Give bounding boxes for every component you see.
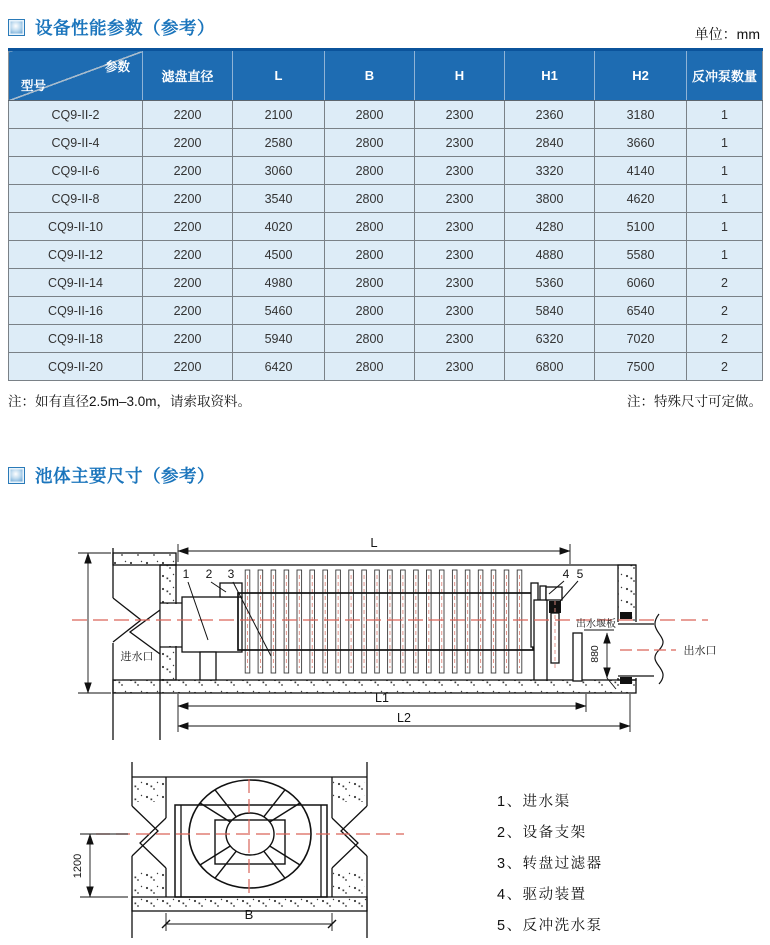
value-cell: 2200 bbox=[143, 213, 233, 241]
value-cell: 2800 bbox=[325, 129, 415, 157]
value-cell: 3540 bbox=[233, 185, 325, 213]
model-cell: CQ9-II-12 bbox=[9, 241, 143, 269]
note-left: 注：如有直径2.5m–3.0m，请索取资料。 bbox=[8, 394, 252, 409]
section-bullet-icon bbox=[8, 467, 25, 484]
value-cell: 4980 bbox=[233, 269, 325, 297]
legend-item: 5、反冲洗水泵 bbox=[497, 918, 603, 934]
value-cell: 2 bbox=[687, 297, 763, 325]
value-cell: 2200 bbox=[143, 269, 233, 297]
dim-L2-label: L2 bbox=[397, 711, 411, 725]
value-cell: 7500 bbox=[595, 353, 687, 381]
table-corner-header bbox=[9, 50, 143, 101]
filter-disc-stack bbox=[245, 570, 522, 673]
value-cell: 2360 bbox=[505, 101, 595, 129]
support-column bbox=[534, 600, 547, 680]
value-cell: 2800 bbox=[325, 269, 415, 297]
value-cell: 2200 bbox=[143, 241, 233, 269]
value-cell: 4880 bbox=[505, 241, 595, 269]
value-cell: 2200 bbox=[143, 101, 233, 129]
inlet-top-slab bbox=[113, 553, 176, 565]
outlet-label: 出水口 bbox=[683, 645, 717, 657]
table-row bbox=[9, 213, 763, 241]
section-title-text: 池体主要尺寸（参考） bbox=[35, 466, 215, 486]
value-cell: 2300 bbox=[415, 185, 505, 213]
model-cell: CQ9-II-8 bbox=[9, 185, 143, 213]
column-header-4: H bbox=[415, 50, 505, 101]
pool-dimension-drawing bbox=[0, 495, 770, 941]
parts-legend bbox=[497, 790, 603, 945]
value-cell: 2300 bbox=[415, 241, 505, 269]
value-cell: 3320 bbox=[505, 157, 595, 185]
column-header-3: B bbox=[325, 50, 415, 101]
table-row bbox=[9, 241, 763, 269]
value-cell: 2800 bbox=[325, 157, 415, 185]
dim-B-label: B bbox=[244, 907, 254, 922]
value-cell: 2 bbox=[687, 269, 763, 297]
value-cell: 5940 bbox=[233, 325, 325, 353]
value-cell: 2300 bbox=[415, 101, 505, 129]
section-title-pool-dimensions bbox=[8, 463, 215, 488]
value-cell: 2200 bbox=[143, 129, 233, 157]
model-cell: CQ9-II-6 bbox=[9, 157, 143, 185]
value-cell: 2100 bbox=[233, 101, 325, 129]
hub-frame bbox=[215, 820, 285, 864]
dim-L-label: L bbox=[370, 535, 378, 550]
inlet-label: 进水口 bbox=[120, 651, 154, 663]
table-row bbox=[9, 269, 763, 297]
value-cell: 6420 bbox=[233, 353, 325, 381]
value-cell: 1 bbox=[687, 157, 763, 185]
value-cell: 5360 bbox=[505, 269, 595, 297]
unit-label: 单位：mm bbox=[694, 26, 760, 42]
value-cell: 5840 bbox=[505, 297, 595, 325]
performance-table bbox=[8, 48, 763, 381]
value-cell: 2 bbox=[687, 325, 763, 353]
value-cell: 2200 bbox=[143, 353, 233, 381]
model-cell: CQ9-II-2 bbox=[9, 101, 143, 129]
equipment-frame bbox=[175, 805, 327, 897]
value-cell: 3800 bbox=[505, 185, 595, 213]
value-cell: 2800 bbox=[325, 185, 415, 213]
model-cell: CQ9-II-14 bbox=[9, 269, 143, 297]
value-cell: 3660 bbox=[595, 129, 687, 157]
model-cell: CQ9-II-16 bbox=[9, 297, 143, 325]
value-cell: 2300 bbox=[415, 157, 505, 185]
value-cell: 6060 bbox=[595, 269, 687, 297]
pipe-break-symbol bbox=[655, 614, 663, 684]
value-cell: 2840 bbox=[505, 129, 595, 157]
value-cell: 4500 bbox=[233, 241, 325, 269]
value-cell: 4140 bbox=[595, 157, 687, 185]
value-cell: 2800 bbox=[325, 213, 415, 241]
value-cell: 1 bbox=[687, 129, 763, 157]
value-cell: 1 bbox=[687, 241, 763, 269]
corner-model-label: 型号 bbox=[21, 79, 47, 93]
value-cell: 2300 bbox=[415, 213, 505, 241]
weir-label: 出水堰板 bbox=[576, 619, 616, 630]
value-cell: 2200 bbox=[143, 185, 233, 213]
filter-drum bbox=[238, 593, 533, 650]
table-row bbox=[9, 101, 763, 129]
value-cell: 3060 bbox=[233, 157, 325, 185]
value-cell: 4020 bbox=[233, 213, 325, 241]
value-cell: 5100 bbox=[595, 213, 687, 241]
value-cell: 5580 bbox=[595, 241, 687, 269]
legend-item: 1、进水渠 bbox=[497, 794, 571, 810]
value-cell: 2300 bbox=[415, 297, 505, 325]
value-cell: 2580 bbox=[233, 129, 325, 157]
value-cell: 6320 bbox=[505, 325, 595, 353]
drive-unit bbox=[546, 587, 562, 600]
value-cell: 2300 bbox=[415, 325, 505, 353]
value-cell: 1 bbox=[687, 213, 763, 241]
dim-1200-label: 1200 bbox=[72, 853, 84, 879]
section-view-drawing bbox=[80, 762, 404, 938]
value-cell: 3180 bbox=[595, 101, 687, 129]
section-bullet-icon bbox=[8, 19, 25, 36]
column-header-2: L bbox=[233, 50, 325, 101]
value-cell: 6800 bbox=[505, 353, 595, 381]
model-cell: CQ9-II-4 bbox=[9, 129, 143, 157]
callout-5: 5 bbox=[576, 567, 584, 581]
table-row bbox=[9, 353, 763, 381]
callout-1: 1 bbox=[182, 567, 190, 581]
callout-3: 3 bbox=[227, 567, 235, 581]
section-title-performance bbox=[8, 15, 215, 40]
table-row bbox=[9, 325, 763, 353]
value-cell: 7020 bbox=[595, 325, 687, 353]
value-cell: 2200 bbox=[143, 325, 233, 353]
support-leg bbox=[200, 652, 216, 680]
legend-item: 3、转盘过滤器 bbox=[497, 856, 603, 872]
value-cell: 1 bbox=[687, 185, 763, 213]
table-row bbox=[9, 297, 763, 325]
note-right: 注：特殊尺寸可定做。 bbox=[627, 394, 762, 409]
value-cell: 2800 bbox=[325, 241, 415, 269]
value-cell: 2800 bbox=[325, 101, 415, 129]
column-header-6: H2 bbox=[595, 50, 687, 101]
legend-item: 2、设备支架 bbox=[497, 825, 587, 841]
callout-4: 4 bbox=[562, 567, 570, 581]
legend-item: 4、驱动装置 bbox=[497, 887, 587, 903]
model-cell: CQ9-II-18 bbox=[9, 325, 143, 353]
value-cell: 2800 bbox=[325, 297, 415, 325]
dim-880-label: 880 bbox=[589, 645, 601, 663]
inlet-box bbox=[182, 597, 242, 652]
value-cell: 6540 bbox=[595, 297, 687, 325]
column-header-5: H1 bbox=[505, 50, 595, 101]
value-cell: 1 bbox=[687, 101, 763, 129]
model-cell: CQ9-II-10 bbox=[9, 213, 143, 241]
value-cell: 2800 bbox=[325, 353, 415, 381]
model-cell: CQ9-II-20 bbox=[9, 353, 143, 381]
value-cell: 5460 bbox=[233, 297, 325, 325]
value-cell: 4280 bbox=[505, 213, 595, 241]
value-cell: 4620 bbox=[595, 185, 687, 213]
dim-L1-label: L1 bbox=[375, 691, 389, 705]
value-cell: 2800 bbox=[325, 325, 415, 353]
table-row bbox=[9, 157, 763, 185]
side-view-drawing bbox=[72, 544, 708, 740]
column-header-1: 滤盘直径 bbox=[143, 50, 233, 101]
outlet-weir-plate bbox=[573, 633, 582, 681]
value-cell: 2300 bbox=[415, 269, 505, 297]
value-cell: 2200 bbox=[143, 157, 233, 185]
callout-2: 2 bbox=[205, 567, 213, 581]
table-header-row bbox=[9, 50, 763, 101]
table-row bbox=[9, 185, 763, 213]
corner-param-label: 参数 bbox=[104, 60, 130, 74]
value-cell: 2300 bbox=[415, 353, 505, 381]
table-row bbox=[9, 129, 763, 157]
section-title-text: 设备性能参数（参考） bbox=[35, 18, 215, 38]
column-header-7: 反冲泵数量 bbox=[687, 50, 763, 101]
dimension-lines bbox=[80, 834, 336, 931]
value-cell: 2 bbox=[687, 353, 763, 381]
value-cell: 2300 bbox=[415, 129, 505, 157]
value-cell: 2200 bbox=[143, 297, 233, 325]
